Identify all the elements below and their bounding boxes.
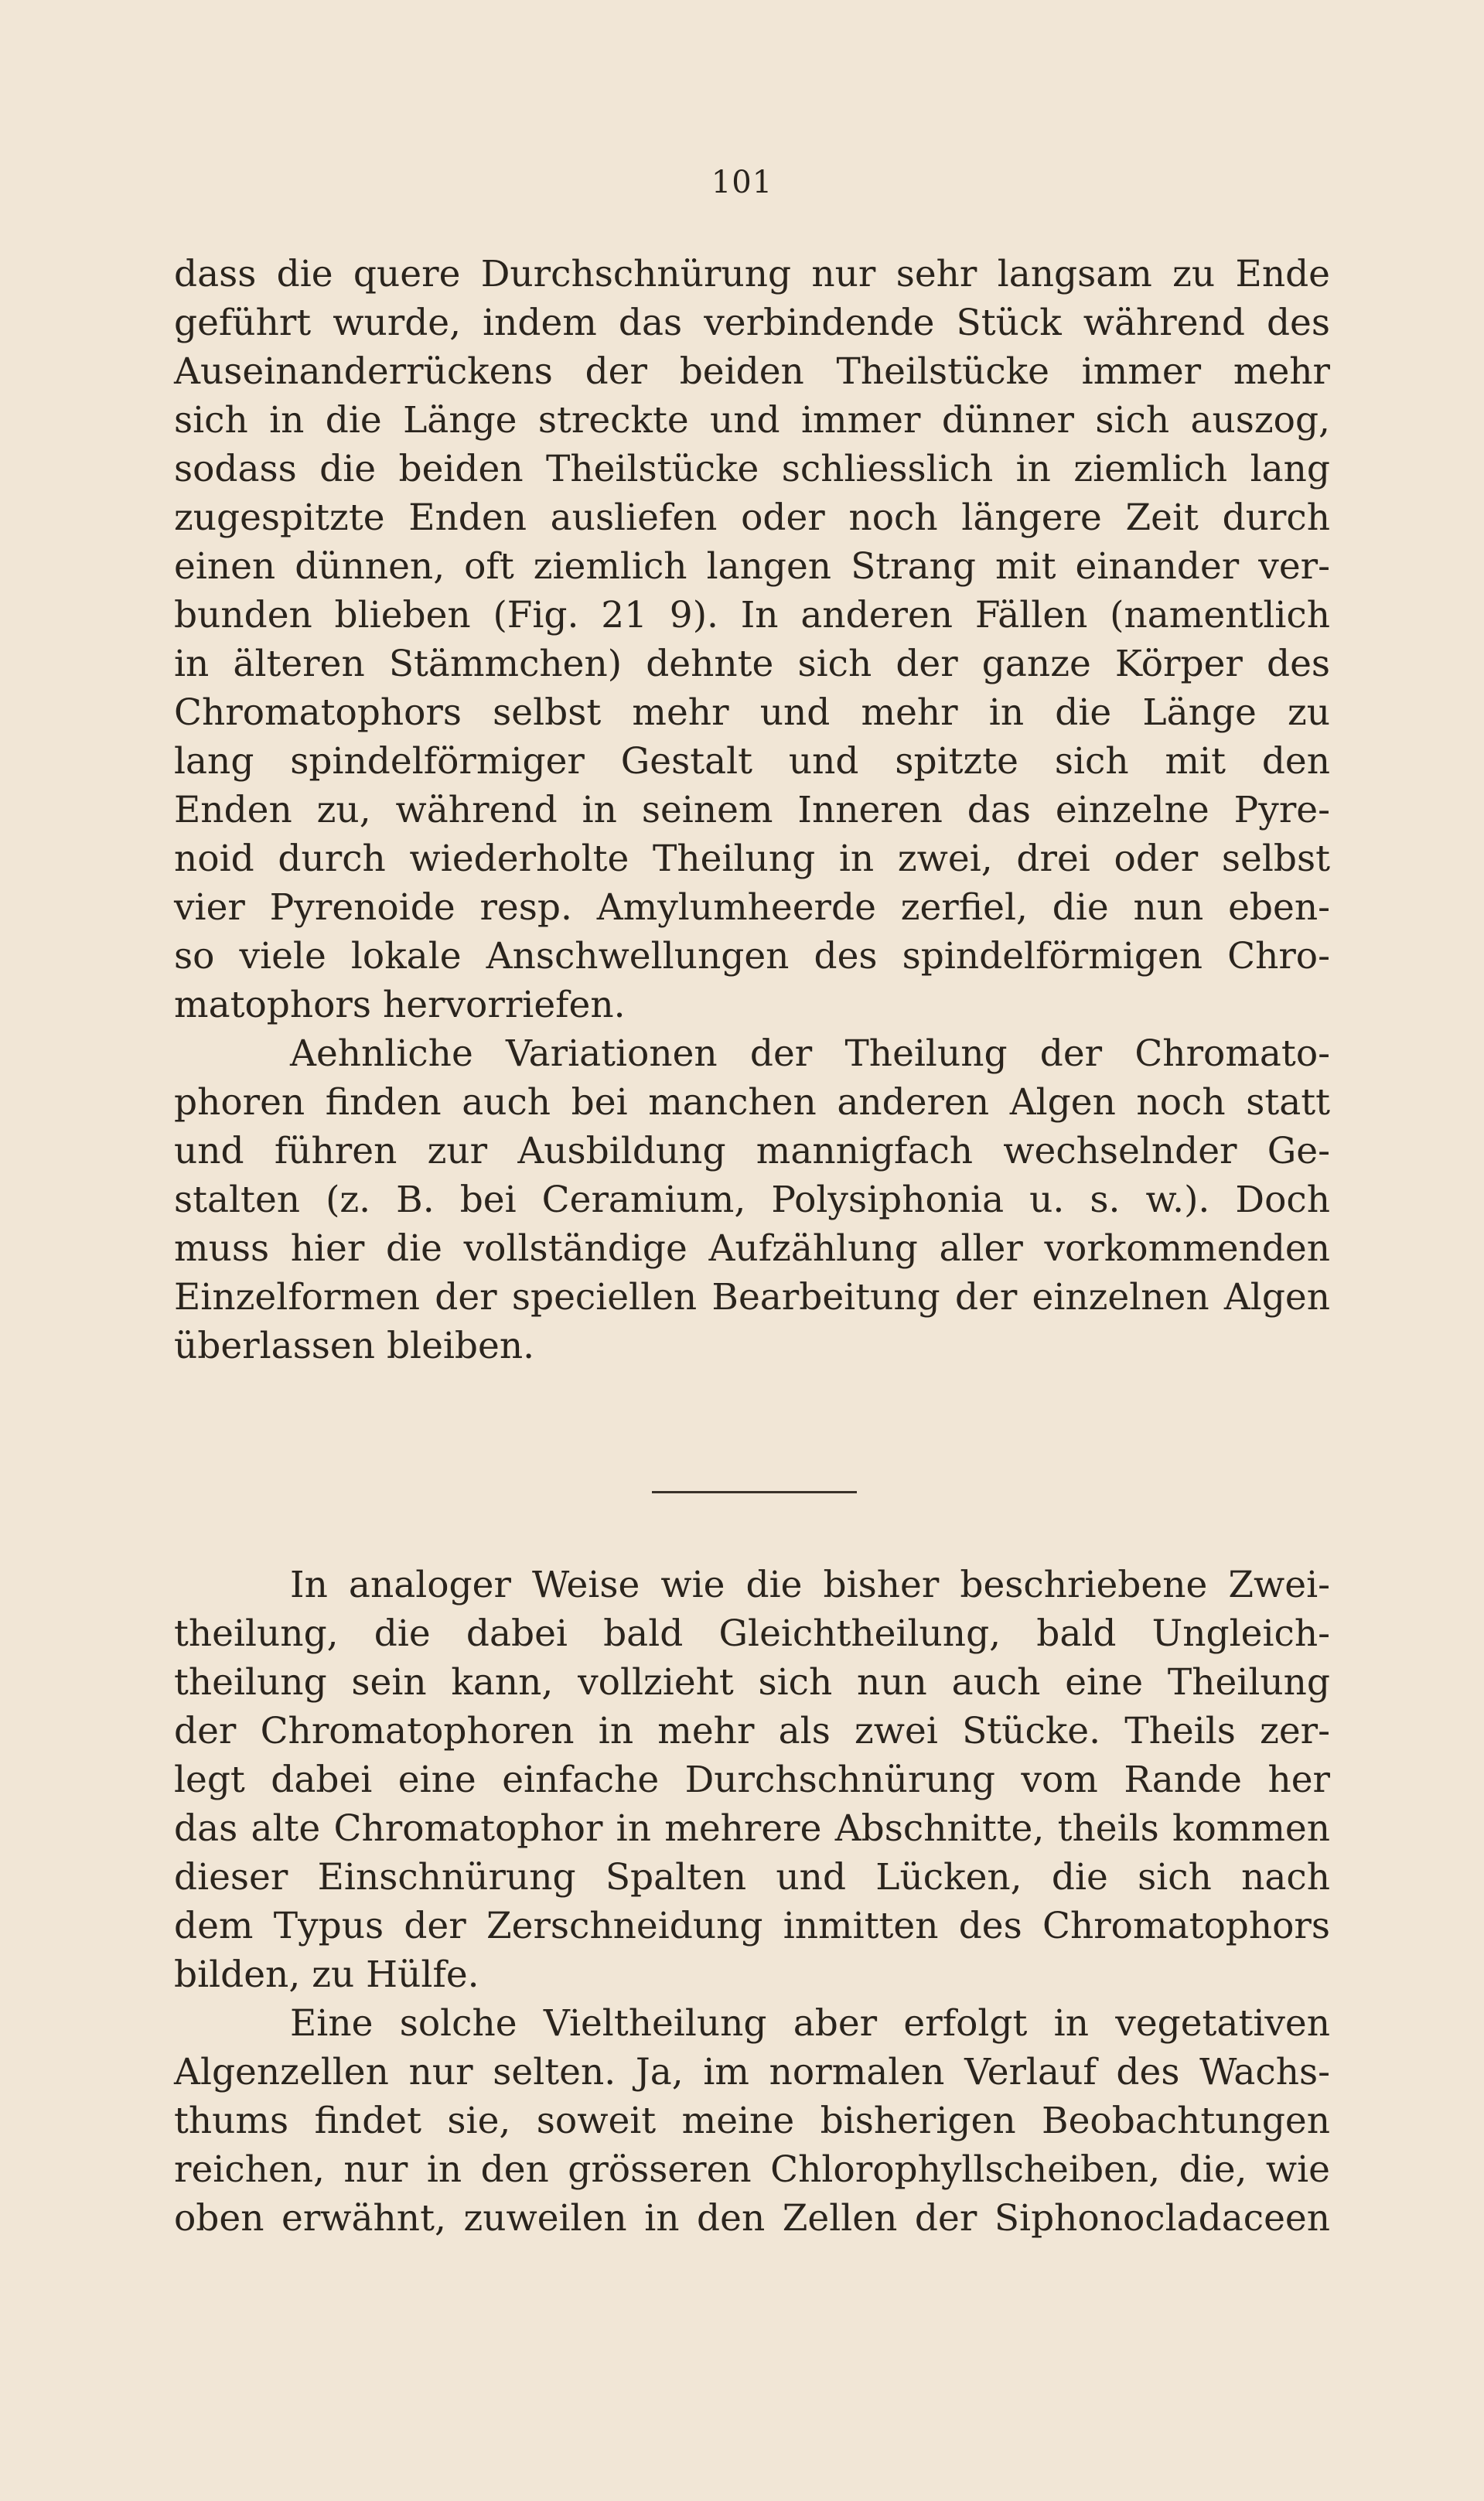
text-line: zugespitzte Enden ausliefen oder noch längere Zeit durch (174, 496, 1330, 539)
text-line: Enden zu, während in seinem Inneren das einzelne Pyre- (174, 789, 1330, 831)
text-line: oben erwähnt, zuweilen in den Zellen der Siphonocladaceen (174, 2197, 1330, 2240)
text-line: Chromatophors selbst mehr und mehr in die Länge zu (174, 691, 1330, 734)
text-line: dem Typus der Zerschneidung inmitten des Chromatophors (174, 1905, 1330, 1947)
text-line: in älteren Stämmchen) dehnte sich der ganze Körper des (174, 643, 1330, 685)
text-line: matophors hervorriefen. (174, 984, 626, 1026)
text-line: muss hier die vollständige Aufzählung aller vorkommenden (174, 1227, 1330, 1270)
text-line: bunden blieben (Fig. 21 9). In anderen Fällen (namentlich (174, 594, 1330, 636)
text-line: Eine solche Vieltheilung aber erfolgt in vegetativen (290, 2002, 1330, 2045)
text-line: sich in die Länge streckte und immer dünner sich auszog, (174, 399, 1330, 442)
text-line: phoren finden auch bei manchen anderen Algen noch statt (174, 1081, 1330, 1124)
text-line: einen dünnen, oft ziemlich langen Strang mit einander ver- (174, 545, 1330, 588)
text-line: Algenzellen nur selten. Ja, im normalen Verlauf des Wachs- (174, 2051, 1330, 2093)
section-divider (652, 1491, 857, 1493)
text-line: Einzelformen der speciellen Bearbeitung der einzelnen Algen (174, 1276, 1330, 1319)
text-line: vier Pyrenoide resp. Amylumheerde zerfiel, die nun eben- (174, 886, 1330, 929)
text-line: bilden, zu Hülfe. (174, 1953, 479, 1996)
text-line: dass die quere Durchschnürung nur sehr langsam zu Ende (174, 253, 1330, 295)
text-line: Auseinanderrückens der beiden Theilstücke immer mehr (174, 350, 1330, 393)
text-line: thums findet sie, soweit meine bisherigen Beobachtungen (174, 2100, 1330, 2142)
paragraph-block-1 (174, 250, 1330, 1370)
text-line: In analoger Weise wie die bisher beschriebene Zwei- (290, 1564, 1330, 1606)
text-line: theilung sein kann, vollzieht sich nun auch eine Theilung (174, 1661, 1330, 1704)
text-line: Aehnliche Variationen der Theilung der Chromato- (290, 1032, 1330, 1075)
text-line: und führen zur Ausbildung mannigfach wechselnder Ge- (174, 1130, 1330, 1172)
text-line: überlassen bleiben. (174, 1325, 535, 1367)
text-line: lang spindelförmiger Gestalt und spitzte sich mit den (174, 740, 1330, 783)
text-line: stalten (z. B. bei Ceramium, Polysiphonia u. s. w.). Doch (174, 1179, 1330, 1221)
text-line: dieser Einschnürung Spalten und Lücken, die sich nach (174, 1856, 1330, 1899)
text-line: das alte Chromatophor in mehrere Abschnitte, theils kommen (174, 1807, 1330, 1850)
text-line: sodass die beiden Theilstücke schliesslich in ziemlich lang (174, 448, 1330, 490)
paragraph-block-2 (174, 1561, 1330, 2243)
text-line: der Chromatophoren in mehr als zwei Stücke. Theils zer- (174, 1710, 1330, 1752)
page-number: 101 (711, 165, 773, 200)
text-line: so viele lokale Anschwellungen des spindelförmigen Chro- (174, 935, 1330, 978)
text-line: theilung, die dabei bald Gleichtheilung, bald Ungleich- (174, 1612, 1330, 1655)
text-line: geführt wurde, indem das verbindende Stück während des (174, 302, 1330, 344)
text-line: legt dabei eine einfache Durchschnürung vom Rande her (174, 1759, 1330, 1801)
text-line: reichen, nur in den grösseren Chlorophyllscheiben, die, wie (174, 2148, 1330, 2191)
text-line: noid durch wiederholte Theilung in zwei, drei oder selbst (174, 838, 1330, 880)
